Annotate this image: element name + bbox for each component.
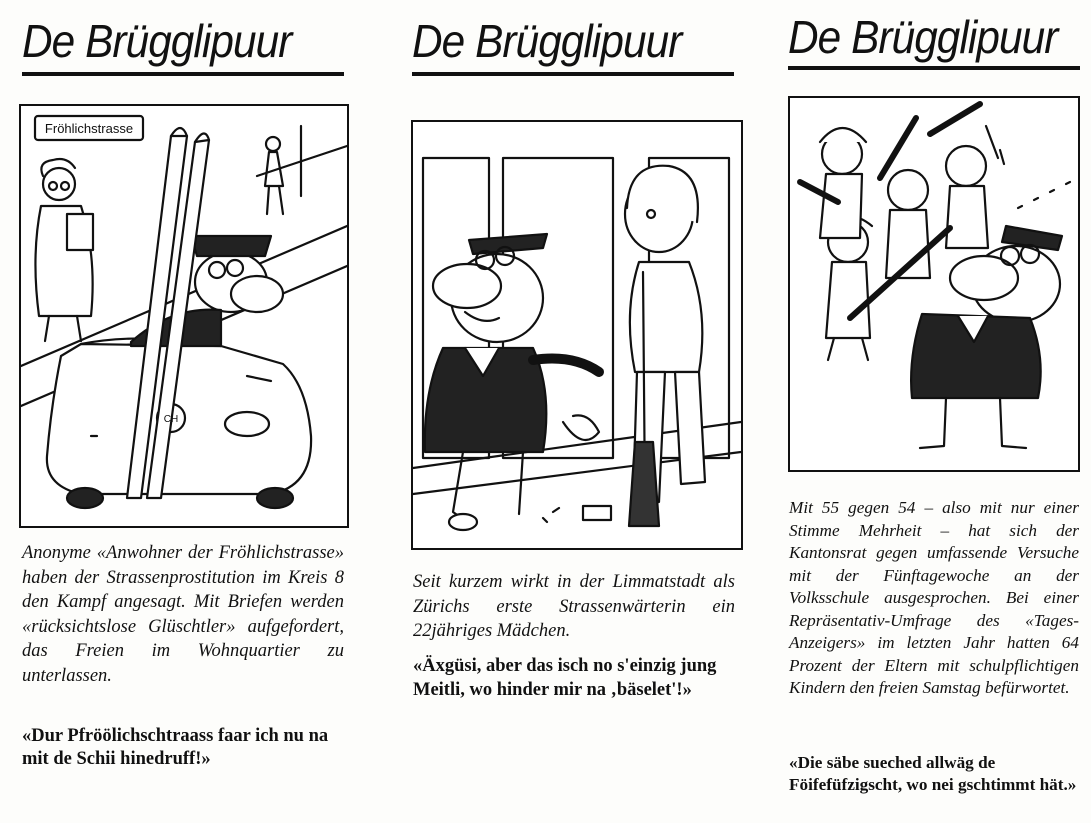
title-rule (788, 66, 1080, 70)
strip-caption: Anonyme «Anwohner der Fröhlichstrasse» haben der Strassenprostitution im Kreis 8 den Kampf angesagt. Mit Briefen werden «rücksichtslose Glüschtler» aufgefordert, das Freien im Wohnquartier zu unterlassen. (22, 543, 344, 686)
title-rule (412, 72, 734, 76)
cartoon-panel-skis-car (19, 104, 349, 528)
strip-caption: Seit kurzem wirkt in der Limmatstadt als Zürichs erste Strassenwärterin ein 22jähriges Mädchen. (413, 572, 735, 641)
strip-title: De Brügglipuur (788, 11, 1058, 63)
cartoon-drawing (790, 98, 1078, 470)
cartoon-panel-street-sweeper (411, 120, 743, 550)
strip-quote: «Dur Pfröölichschtraass faar ich nu na mit de Schii hinedruff!» (22, 726, 329, 769)
strip-quote: «Die säbe sueched allwäg de Föifefüfzigscht, wo nei gschtimmt hät.» (789, 753, 1077, 794)
strip-quote: «Äxgüsi, aber das isch no s'einzig jung Meitli, wo hinder mir na ‚bäselet'!» (413, 656, 717, 700)
strip-title: De Brügglipuur (22, 15, 292, 67)
cartoon-drawing (413, 122, 741, 548)
strip-caption: Mit 55 gegen 54 – also mit nur einer Stimme Mehrheit – hat sich der Kantonsrat gegen umfassende Versuche mit der Fünftagewoche an der Volksschule ausgesprochen. Bei einer Repräsentativ-Umfrage des «Tages-Anzeigers» im letzten Jahr hatten 64 Prozent der Eltern mit schulpflichtigen Kindern den freien Samstag befürwortet. (789, 498, 1079, 697)
strip-title: De Brügglipuur (412, 15, 682, 67)
cartoon-panel-schoolboys (788, 96, 1080, 472)
cartoon-drawing (21, 106, 347, 526)
plate-text: CH (163, 414, 179, 425)
title-rule (22, 72, 344, 76)
street-sign-text: Fröhlichstrasse (44, 121, 134, 136)
